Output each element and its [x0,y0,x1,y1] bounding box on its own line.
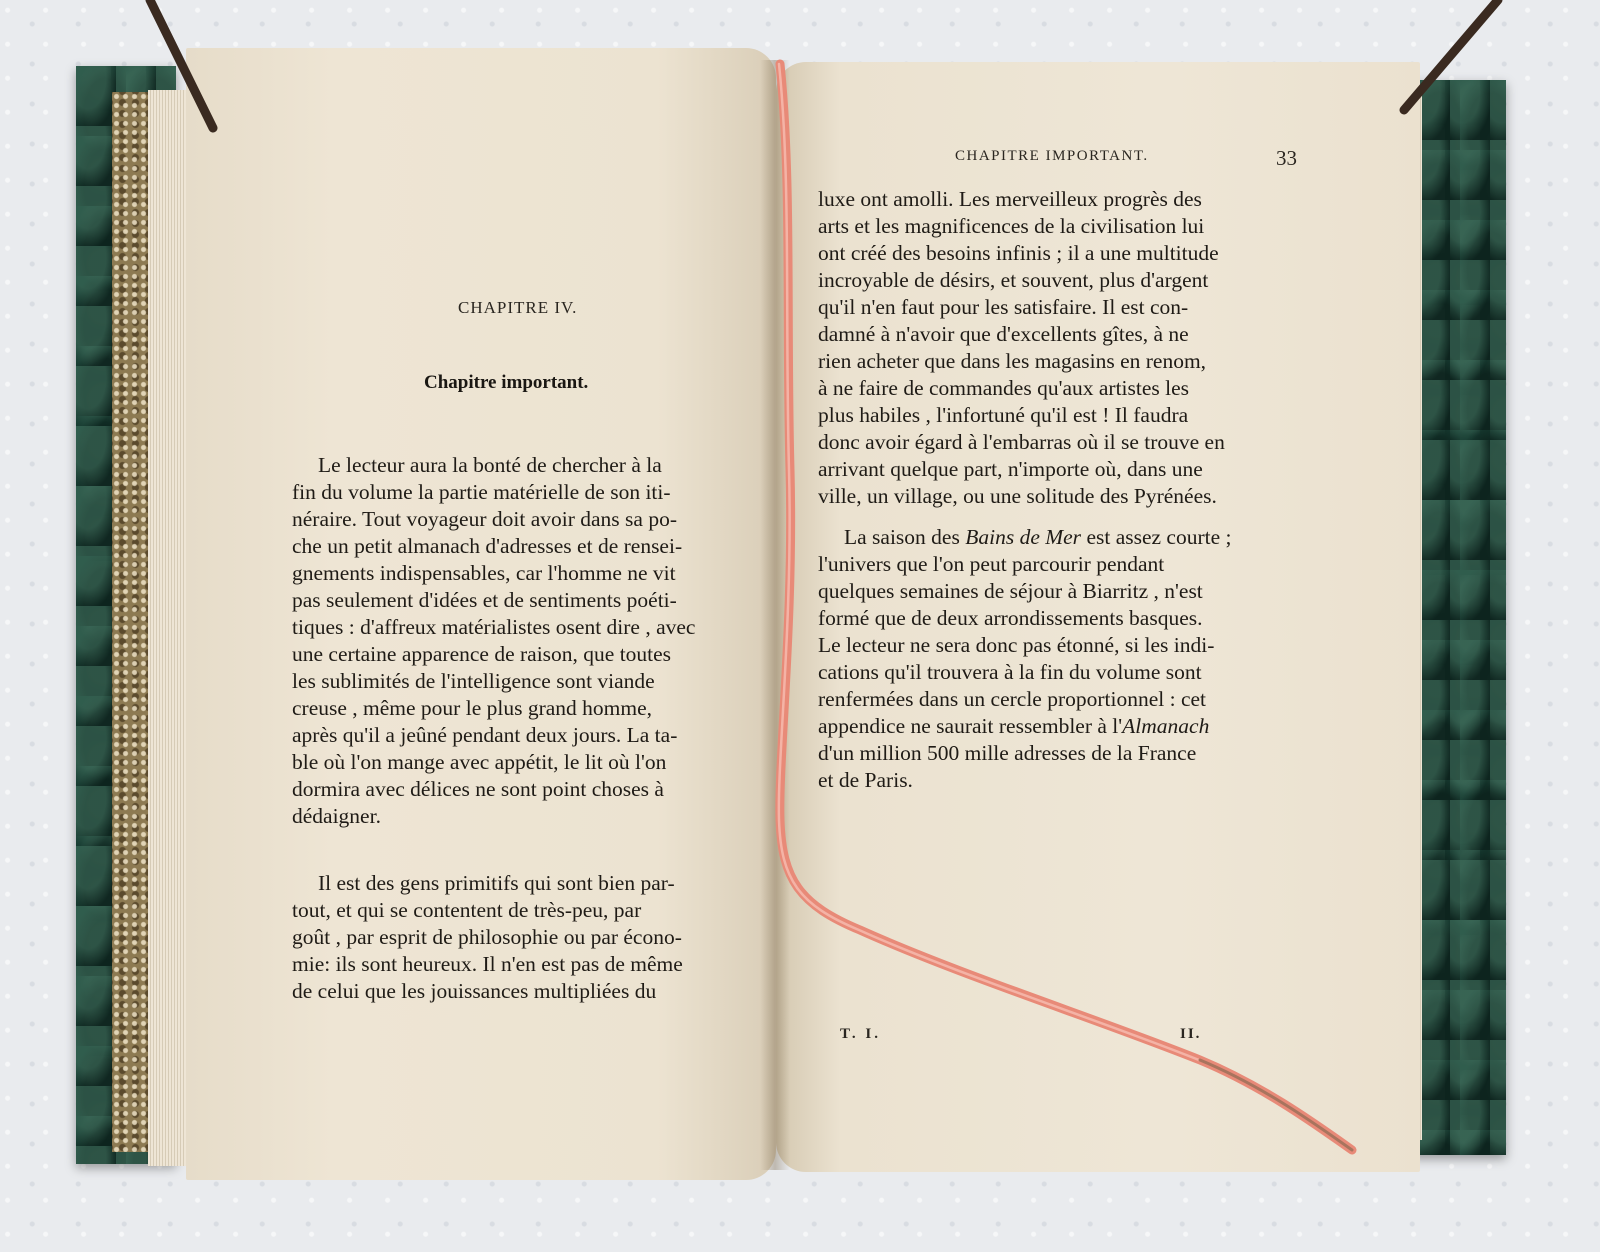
text-line: damné à n'avoir que d'excellents gîtes, à ne [818,322,1189,346]
text-line: goût , par esprit de philosophie ou par écono- [292,925,682,949]
book-cover-right [1410,80,1506,1155]
text-line: luxe ont amolli. Les merveilleux progrès des [818,187,1202,211]
right-paragraph-2 [818,524,1303,794]
text-line: Il est des gens primitifs qui sont bien par- [318,871,675,895]
text-line: néraire. Tout voyageur doit avoir dans sa po- [292,507,677,531]
text-line: arts et les magnificences de la civilisation lui [818,214,1205,238]
text-line: pas seulement d'idées et de sentiments poéti- [292,588,677,612]
page-edges-left [148,90,190,1166]
text-line: d'un million 500 mille adresses de la France [818,741,1197,765]
text-line: creuse , même pour le plus grand homme, [292,696,653,720]
text-line: renfermées dans un cercle proportionnel : cet [818,687,1207,711]
text-line [818,524,1303,551]
right-paragraph-1 [818,186,1303,510]
text-line: l'univers que l'on peut parcourir pendant [818,552,1165,576]
italic-title: Almanach [1122,714,1210,738]
text-line: ont créé des besoins infinis ; il a une multitude [818,241,1219,265]
text-line: de celui que les jouissances multipliées du [292,979,657,1003]
italic-title: Bains de Mer [965,525,1082,549]
text-line: Le lecteur aura la bonté de chercher à la [318,453,662,477]
text-line: mie: ils sont heureux. Il n'en est pas de même [292,952,683,976]
text-line: rien acheter que dans les magasins en renom, [818,349,1207,373]
text-line: ville, un village, ou une solitude des Pyrénées. [818,484,1217,508]
text-line: dédaigner. [292,804,381,828]
text-line: cations qu'il trouvera à la fin du volume sont [818,660,1202,684]
page-number: 33 [1276,146,1297,170]
book-gutter [760,60,790,1170]
text-line: qu'il n'en faut pour les satisfaire. Il est con- [818,295,1189,319]
chapter-title: Chapitre important. [424,372,589,393]
text-segment: La saison des [844,525,966,549]
text-line: donc avoir égard à l'embarras où il se trouve en [818,430,1225,454]
footer-signature: T. I. [840,1026,881,1042]
footer-sheet-mark: II. [1180,1026,1202,1042]
text-segment: est assez courte ; [1081,525,1232,549]
left-paragraph-1 [292,452,762,830]
text-line: Le lecteur ne sera donc pas étonné, si les indi- [818,633,1215,657]
text-line: arrivant quelque part, n'importe où, dans une [818,457,1203,481]
running-header: CHAPITRE IMPORTANT. [955,148,1149,164]
text-line: les sublimités de l'intelligence sont viande [292,669,655,693]
text-line: gnements indispensables, car l'homme ne vit [292,561,676,585]
text-line: et de Paris. [818,768,913,792]
text-line: tiques : d'affreux matérialistes osent dire , avec [292,615,696,639]
text-segment: appendice ne saurait ressembler à l' [818,714,1123,738]
text-line: plus habiles , l'infortuné qu'il est ! Il faudra [818,403,1189,427]
text-line: une certaine apparence de raison, que toutes [292,642,672,666]
text-line: quelques semaines de séjour à Biarritz , n'est [818,579,1203,603]
text-line: dormira avec délices ne sont point choses à [292,777,664,801]
text-line: ble où l'on mange avec appétit, le lit où l'on [292,750,667,774]
text-line: fin du volume la partie matérielle de son iti- [292,480,671,504]
text-line: che un petit almanach d'adresses et de rensei- [292,534,683,558]
chapter-number: CHAPITRE IV. [458,298,578,317]
text-line: à ne faire de commandes qu'aux artistes les [818,376,1190,400]
text-line: après qu'il a jeûné pendant deux jours. La ta- [292,723,678,747]
left-paragraph-2 [292,870,762,1005]
text-line: tout, et qui se contentent de très-peu, par [292,898,642,922]
text-line: incroyable de désirs, et souvent, plus d'argent [818,268,1209,292]
text-line [818,713,1303,740]
text-line: formé que de deux arrondissements basques. [818,606,1203,630]
